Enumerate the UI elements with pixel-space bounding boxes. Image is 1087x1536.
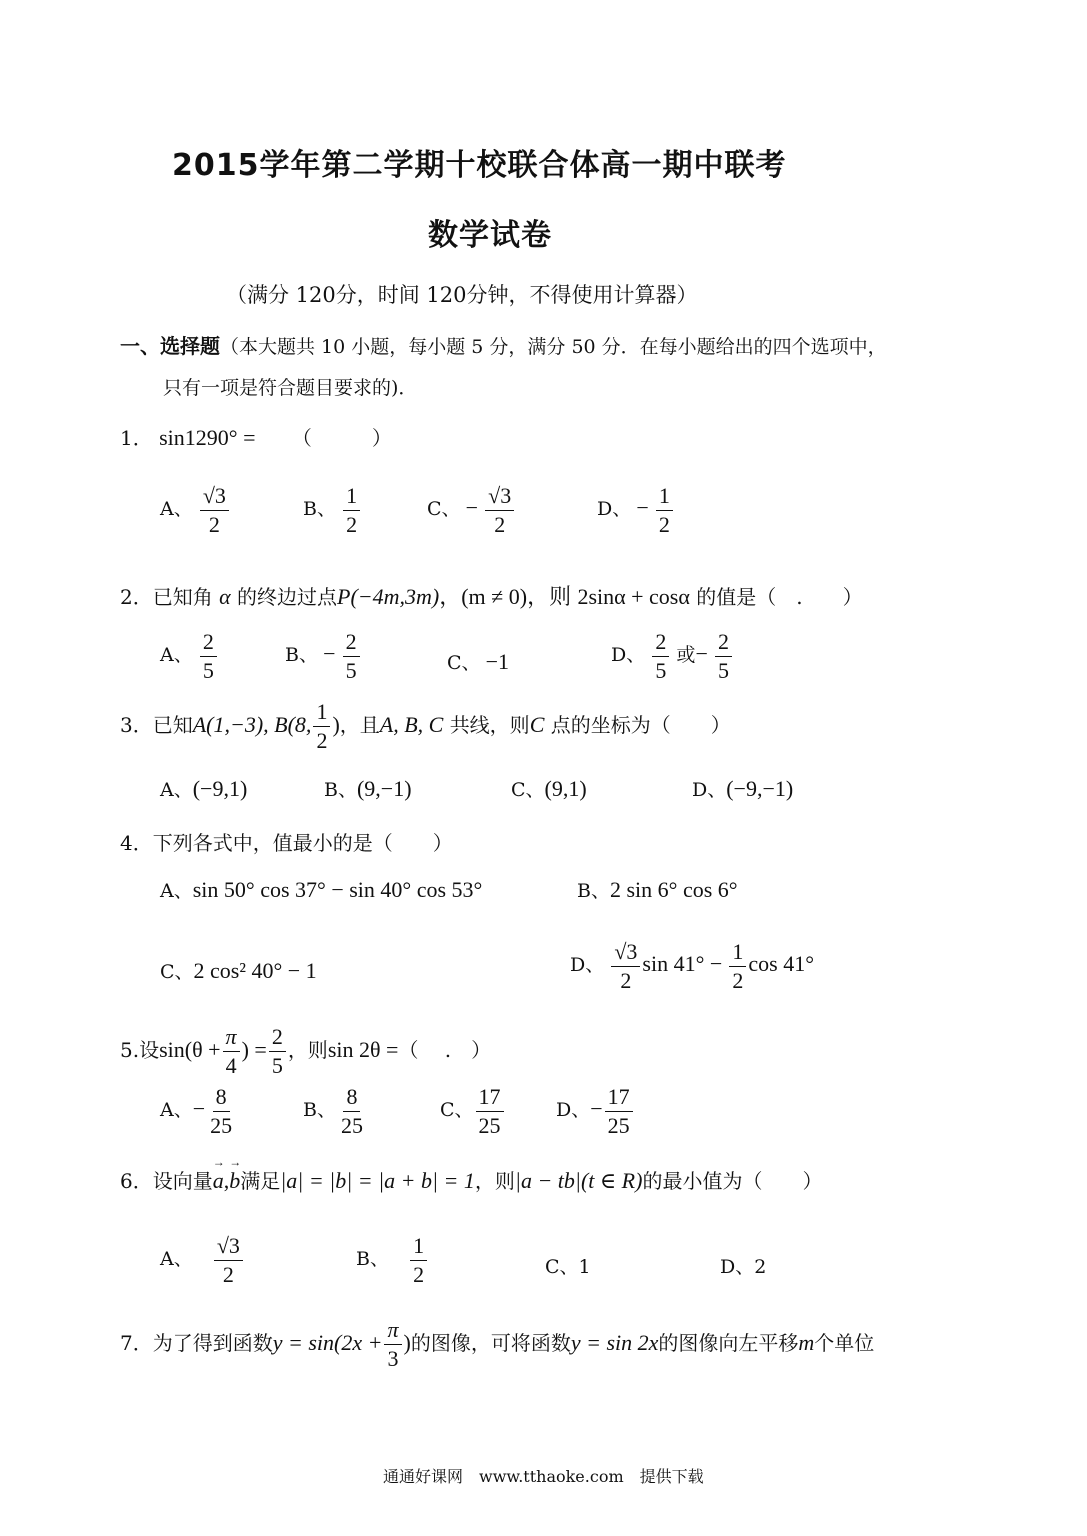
question-6 (120, 1165, 822, 1194)
stem-text: 设 (139, 1038, 160, 1063)
math-expr: ) (403, 1330, 411, 1356)
question-number: 3． (120, 713, 153, 738)
q6-option-b (356, 1234, 429, 1287)
option-value: (9,−1) (356, 776, 412, 801)
math-expr: A(1,−3), B(8, (192, 712, 312, 738)
stem-text: 为了得到函数 (152, 1331, 273, 1356)
q6-option-d (720, 1252, 766, 1279)
stem-text: 的图像向左平移 (658, 1331, 799, 1356)
question-2 (120, 580, 863, 611)
q4-option-b (577, 876, 738, 903)
math-expr: sin 41° − (642, 951, 723, 977)
option-label: C、 (447, 652, 481, 674)
stem-text: 共线，则 (449, 713, 530, 738)
math-expr: |a| = |b| = |a + b| = 1 (280, 1168, 475, 1193)
math-expr: ) (332, 712, 340, 738)
q3-option-b (324, 775, 412, 802)
question-5 (120, 1025, 491, 1078)
question-number: 1． (120, 426, 153, 450)
question-number: 4． (120, 831, 153, 855)
option-label: D、 (692, 779, 727, 801)
option-label: C、 (440, 1099, 474, 1122)
q1-option-b (303, 484, 362, 537)
option-label: A、 (160, 498, 193, 521)
question-stem: sin1290° = (159, 425, 256, 450)
stem-text: 的终边过点 (237, 585, 338, 609)
math-expr: sin(θ + (159, 1037, 221, 1063)
minus-sign: − (636, 495, 649, 521)
page-footer: 通通好课网 www.tthaoke.com 提供下载 (383, 1467, 704, 1486)
section-title: 一、选择题 (120, 334, 220, 358)
fraction: $\frac{2}{5}$ (715, 630, 732, 683)
section-desc-1: （本大题共 10 小题，每小题 5 分，满分 50 分．在每小题给出的四个选项中， (220, 336, 887, 358)
math-expr: P(−4m,3m) (337, 584, 440, 609)
q2-option-d (611, 630, 734, 683)
q3-option-d (692, 775, 793, 802)
question-1 (120, 422, 392, 451)
question-number: 2． (120, 585, 153, 609)
or-text: 或 (676, 644, 696, 667)
option-value: (−9,1) (192, 776, 248, 801)
option-label: D、 (720, 1256, 755, 1278)
page-title: 2015学年第二学期十校联合体高一期中联考 (172, 148, 787, 183)
fraction: $\frac{\pi}{4}$ (223, 1025, 240, 1078)
question-7 (120, 1318, 874, 1371)
math-symbol: C (529, 712, 545, 738)
fraction: $\frac{√3}{2}$ (611, 940, 640, 993)
vector-a: → a (213, 1168, 224, 1194)
fraction: $\frac{1}{2}$ (343, 484, 360, 537)
stem-text: 的最小值为（ ） (642, 1169, 823, 1193)
q4-option-a (160, 876, 482, 903)
option-value: 2 (754, 1256, 767, 1278)
option-label: B、 (324, 779, 357, 801)
exam-note: （满分 120分，时间 120分钟，不得使用计算器） (226, 283, 698, 307)
option-label: A、 (160, 779, 193, 801)
option-label: D、 (597, 498, 632, 521)
fraction: $\frac{√3}{2}$ (200, 484, 229, 537)
q6-option-a (160, 1234, 245, 1287)
option-label: C、 (511, 779, 545, 801)
q5-option-c (440, 1085, 506, 1138)
page-subtitle: 数学试卷 (428, 218, 552, 253)
fraction: $\frac{2}{5}$ (343, 630, 360, 683)
minus-sign: − (590, 1096, 603, 1122)
q1-option-a (160, 484, 231, 537)
stem-text: 点的坐标为（ ） (550, 713, 731, 738)
minus-sign: − (695, 641, 708, 667)
section-heading-line1 (120, 330, 887, 359)
fraction: $\frac{2}{5}$ (200, 630, 217, 683)
option-value: −1 (485, 649, 510, 674)
option-label: B、 (356, 1248, 389, 1271)
math-expr: ) = (241, 1037, 267, 1063)
stem-text: ，则 (474, 1169, 515, 1193)
minus-sign: − (192, 1096, 206, 1122)
q1-option-c (427, 484, 516, 537)
q4-option-c (160, 957, 317, 984)
stem-text: 的图像，可将函数 (410, 1331, 571, 1356)
fraction: $\frac{8}{25}$ (210, 1084, 233, 1139)
math-symbol: α (219, 584, 231, 609)
q2-option-c (447, 648, 509, 675)
stem-text: ，则 (287, 1038, 328, 1063)
vector-b: → b (229, 1168, 240, 1194)
option-label: B、 (577, 880, 610, 902)
math-expr: |a − tb|(t ∈ R) (514, 1168, 643, 1193)
option-label: C、 (427, 498, 461, 521)
option-label: C、 (545, 1256, 579, 1278)
stem-text: 的值是（ . ） (696, 585, 863, 609)
option-value: sin 50° cos 37° − sin 40° cos 53° (192, 877, 483, 902)
math-expr: y = sin 2x (570, 1330, 659, 1356)
option-label: B、 (303, 1099, 336, 1122)
question-number: 7． (120, 1331, 153, 1356)
question-number: 5. (120, 1038, 140, 1063)
section-desc-2: 只有一项是符合题目要求的)． (163, 377, 418, 399)
option-value: 1 (578, 1256, 591, 1278)
q5-option-a (160, 1085, 237, 1138)
q2-option-a (160, 630, 219, 683)
stem-text: 下列各式中，值最小的是（ ） (152, 831, 453, 855)
option-label: A、 (160, 880, 193, 902)
stem-text: 设向量 (152, 1169, 213, 1193)
stem-text: 个单位 (814, 1331, 875, 1356)
minus-sign: − (323, 641, 336, 667)
q4-option-d (570, 940, 814, 993)
fraction: $\frac{17}{25}$ (605, 1085, 633, 1138)
option-value: 2 sin 6° cos 6° (609, 877, 738, 902)
math-symbol: m (798, 1330, 815, 1356)
option-label: D、 (611, 644, 646, 667)
q6-option-c (545, 1252, 591, 1279)
math-expr: A, B, C (379, 712, 444, 738)
fraction: $\frac{17}{25}$ (476, 1085, 504, 1138)
fraction: $\frac{8}{25}$ (340, 1084, 363, 1139)
fraction: $\frac{1}{2}$ (410, 1234, 427, 1287)
fraction: $\frac{√3}{2}$ (214, 1234, 243, 1287)
q5-option-d (556, 1085, 635, 1138)
stem-text: 已知 (152, 713, 193, 738)
q3-option-c (511, 775, 587, 802)
stem-text: 满足 (240, 1169, 281, 1193)
question-number: 6． (120, 1169, 153, 1193)
option-label: D、 (570, 954, 605, 977)
fraction: $\frac{1}{2}$ (729, 940, 746, 993)
q2-option-b (285, 630, 362, 683)
answer-paren: （ . ） (398, 1038, 492, 1063)
q5-option-b (303, 1085, 368, 1138)
option-value: 2 cos² 40° − 1 (193, 958, 317, 983)
stem-text: ，且 (339, 713, 380, 738)
question-4 (120, 827, 453, 856)
option-label: B、 (285, 644, 318, 667)
fraction: $\frac{2}{5}$ (269, 1025, 286, 1078)
math-expr: sin 2θ = (327, 1037, 399, 1063)
option-label: B、 (303, 498, 336, 521)
fraction: $\frac{1}{2}$ (656, 484, 673, 537)
option-label: A、 (160, 644, 193, 667)
option-label: A、 (160, 1099, 193, 1122)
math-expr: cos 41° (748, 951, 815, 977)
option-value: (9,1) (544, 776, 587, 801)
stem-text: 已知角 (152, 585, 213, 609)
fraction: $\frac{2}{5}$ (652, 630, 669, 683)
math-expr: ，(m ≠ 0)，则 (439, 584, 572, 609)
question-3 (120, 700, 731, 753)
answer-paren: （ ） (291, 426, 392, 450)
math-expr: y = sin(2x + (272, 1330, 383, 1356)
option-label: A、 (160, 1248, 193, 1271)
minus-sign: − (465, 495, 479, 521)
math-expr: , (223, 1168, 230, 1193)
fraction: $\frac{√3}{2}$ (485, 484, 514, 537)
fraction: $\frac{1}{2}$ (313, 700, 330, 753)
q1-option-d (597, 484, 675, 537)
option-value: (−9,−1) (726, 776, 794, 801)
math-expr: 2sinα + cosα (577, 584, 690, 609)
q3-option-a (160, 775, 247, 802)
option-label: D、 (556, 1099, 591, 1122)
fraction: $\frac{\pi}{3}$ (384, 1318, 401, 1371)
option-label: C、 (160, 961, 194, 983)
